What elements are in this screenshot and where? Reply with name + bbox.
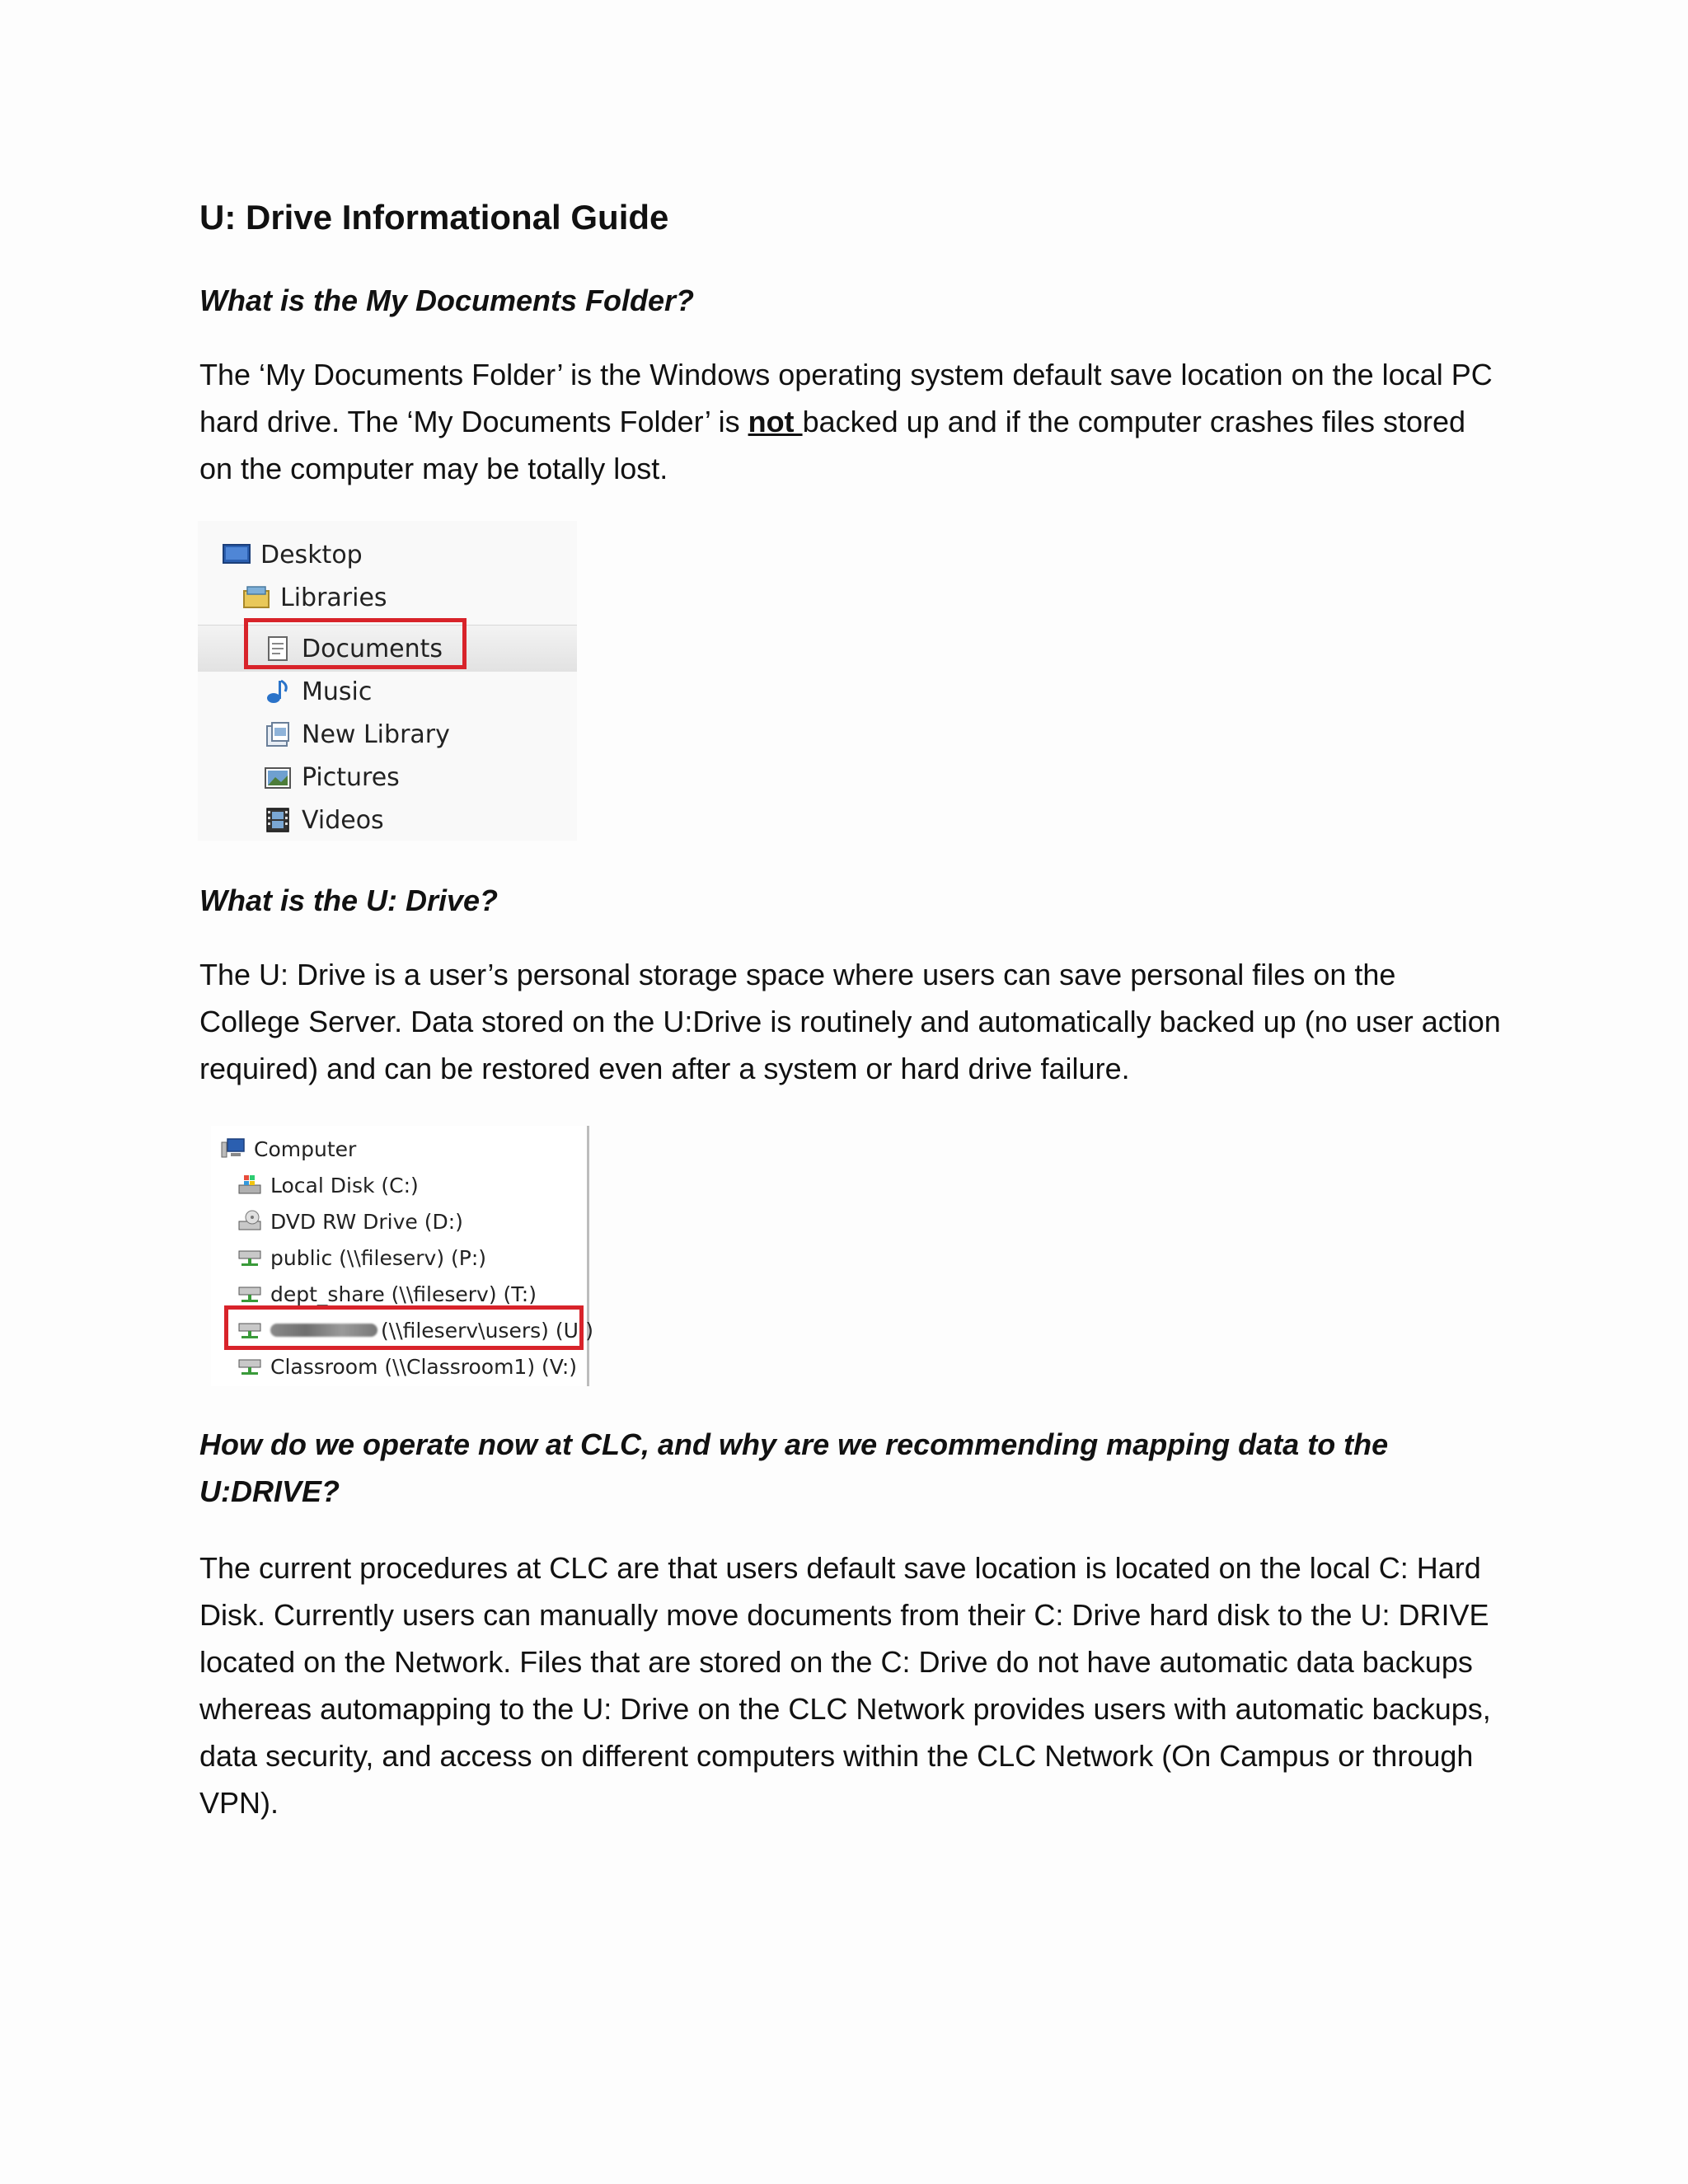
drive-item-public: [237, 1241, 486, 1274]
drive-item-computer: [221, 1132, 356, 1165]
drive-label: public (\\fileserv) (P:): [270, 1245, 487, 1270]
dvd-drive-icon: [237, 1210, 262, 1233]
emphasis-not: not: [748, 405, 803, 438]
u-drive-highlight-box: [224, 1305, 584, 1350]
tree-item-label: Documents: [302, 634, 443, 663]
tree-item-label: Pictures: [302, 762, 400, 792]
computer-drives-screenshot: [211, 1126, 594, 1386]
tree-item-libraries: [242, 577, 387, 618]
library-icon: [264, 721, 292, 748]
tree-item-videos: [264, 799, 384, 841]
drive-label: DVD RW Drive (D:): [270, 1209, 463, 1234]
section-paragraph-my-documents: [199, 351, 1502, 492]
section-heading-my-documents: What is the My Documents Folder?: [199, 284, 695, 317]
drive-label: Computer: [254, 1137, 357, 1161]
tree-item-label: Desktop: [260, 540, 363, 569]
page-title: U: Drive Informational Guide: [199, 198, 669, 237]
drive-label: Local Disk (C:): [270, 1173, 419, 1197]
section-heading-clc: How do we operate now at CLC, and why are we recommending mapping data to the U:DRIVE?: [199, 1427, 1389, 1508]
paragraph-text: backed up and if the computer crashes files stored on the computer may be totally lost.: [199, 405, 1466, 485]
network-drive-icon: [237, 1282, 262, 1305]
tree-item-label: Music: [302, 677, 373, 706]
tree-item-label: Videos: [302, 805, 384, 835]
tree-item-pictures: [264, 757, 400, 798]
local-disk-icon: [237, 1174, 262, 1197]
desktop-icon: [223, 541, 251, 568]
pictures-icon: [264, 764, 292, 790]
libraries-screenshot: [198, 521, 577, 841]
drive-label: (\\fileserv\users) (U:): [381, 1318, 594, 1343]
tree-item-desktop: [223, 534, 363, 575]
network-drive-icon: [237, 1355, 262, 1378]
libraries-icon: [242, 584, 270, 611]
section-paragraph-clc: The current procedures at CLC are that users default save location is located on the local C: Hard Disk. Currently users can manually move documents from their C: Drive hard disk to the U: DRIVE located on the Network. Files that are stored on the C: Drive do not have automatic data backups whereas automapping to the U: Drive on the CLC Network provides users with automatic backups, data security, and access on different computers within the CLC Network (On Campus or through VPN).: [199, 1551, 1491, 1820]
drive-label: Classroom (\\Classroom1) (V:): [270, 1354, 578, 1379]
tree-item-label: Libraries: [280, 583, 387, 612]
drive-item-dvd: [237, 1205, 463, 1238]
documents-highlight-box: [244, 618, 467, 669]
computer-icon: [221, 1137, 246, 1160]
music-icon: [264, 678, 292, 705]
drive-item-classroom: [237, 1350, 577, 1383]
section-heading-u-drive: What is the U: Drive?: [199, 883, 499, 917]
drive-label: dept_share (\\fileserv) (T:): [270, 1282, 537, 1306]
tree-item-music: [264, 671, 372, 712]
videos-icon: [264, 807, 292, 833]
paragraph-text: The ‘My Documents Folder’ is the Windows operating system default save location on the local PC hard drive. The ‘My Documents Folder’ is: [199, 358, 1493, 438]
network-drive-icon: [237, 1246, 262, 1269]
tree-item-label: New Library: [302, 719, 450, 749]
section-paragraph-u-drive: The U: Drive is a user’s personal storage space where users can save personal files on the College Server. Data stored on the U:Drive is routinely and automatically backed up (no user action required) and can be restored even after a system or hard drive failure.: [199, 958, 1501, 1085]
drive-item-local-disk: [237, 1169, 419, 1202]
tree-item-new-library: [264, 714, 450, 755]
